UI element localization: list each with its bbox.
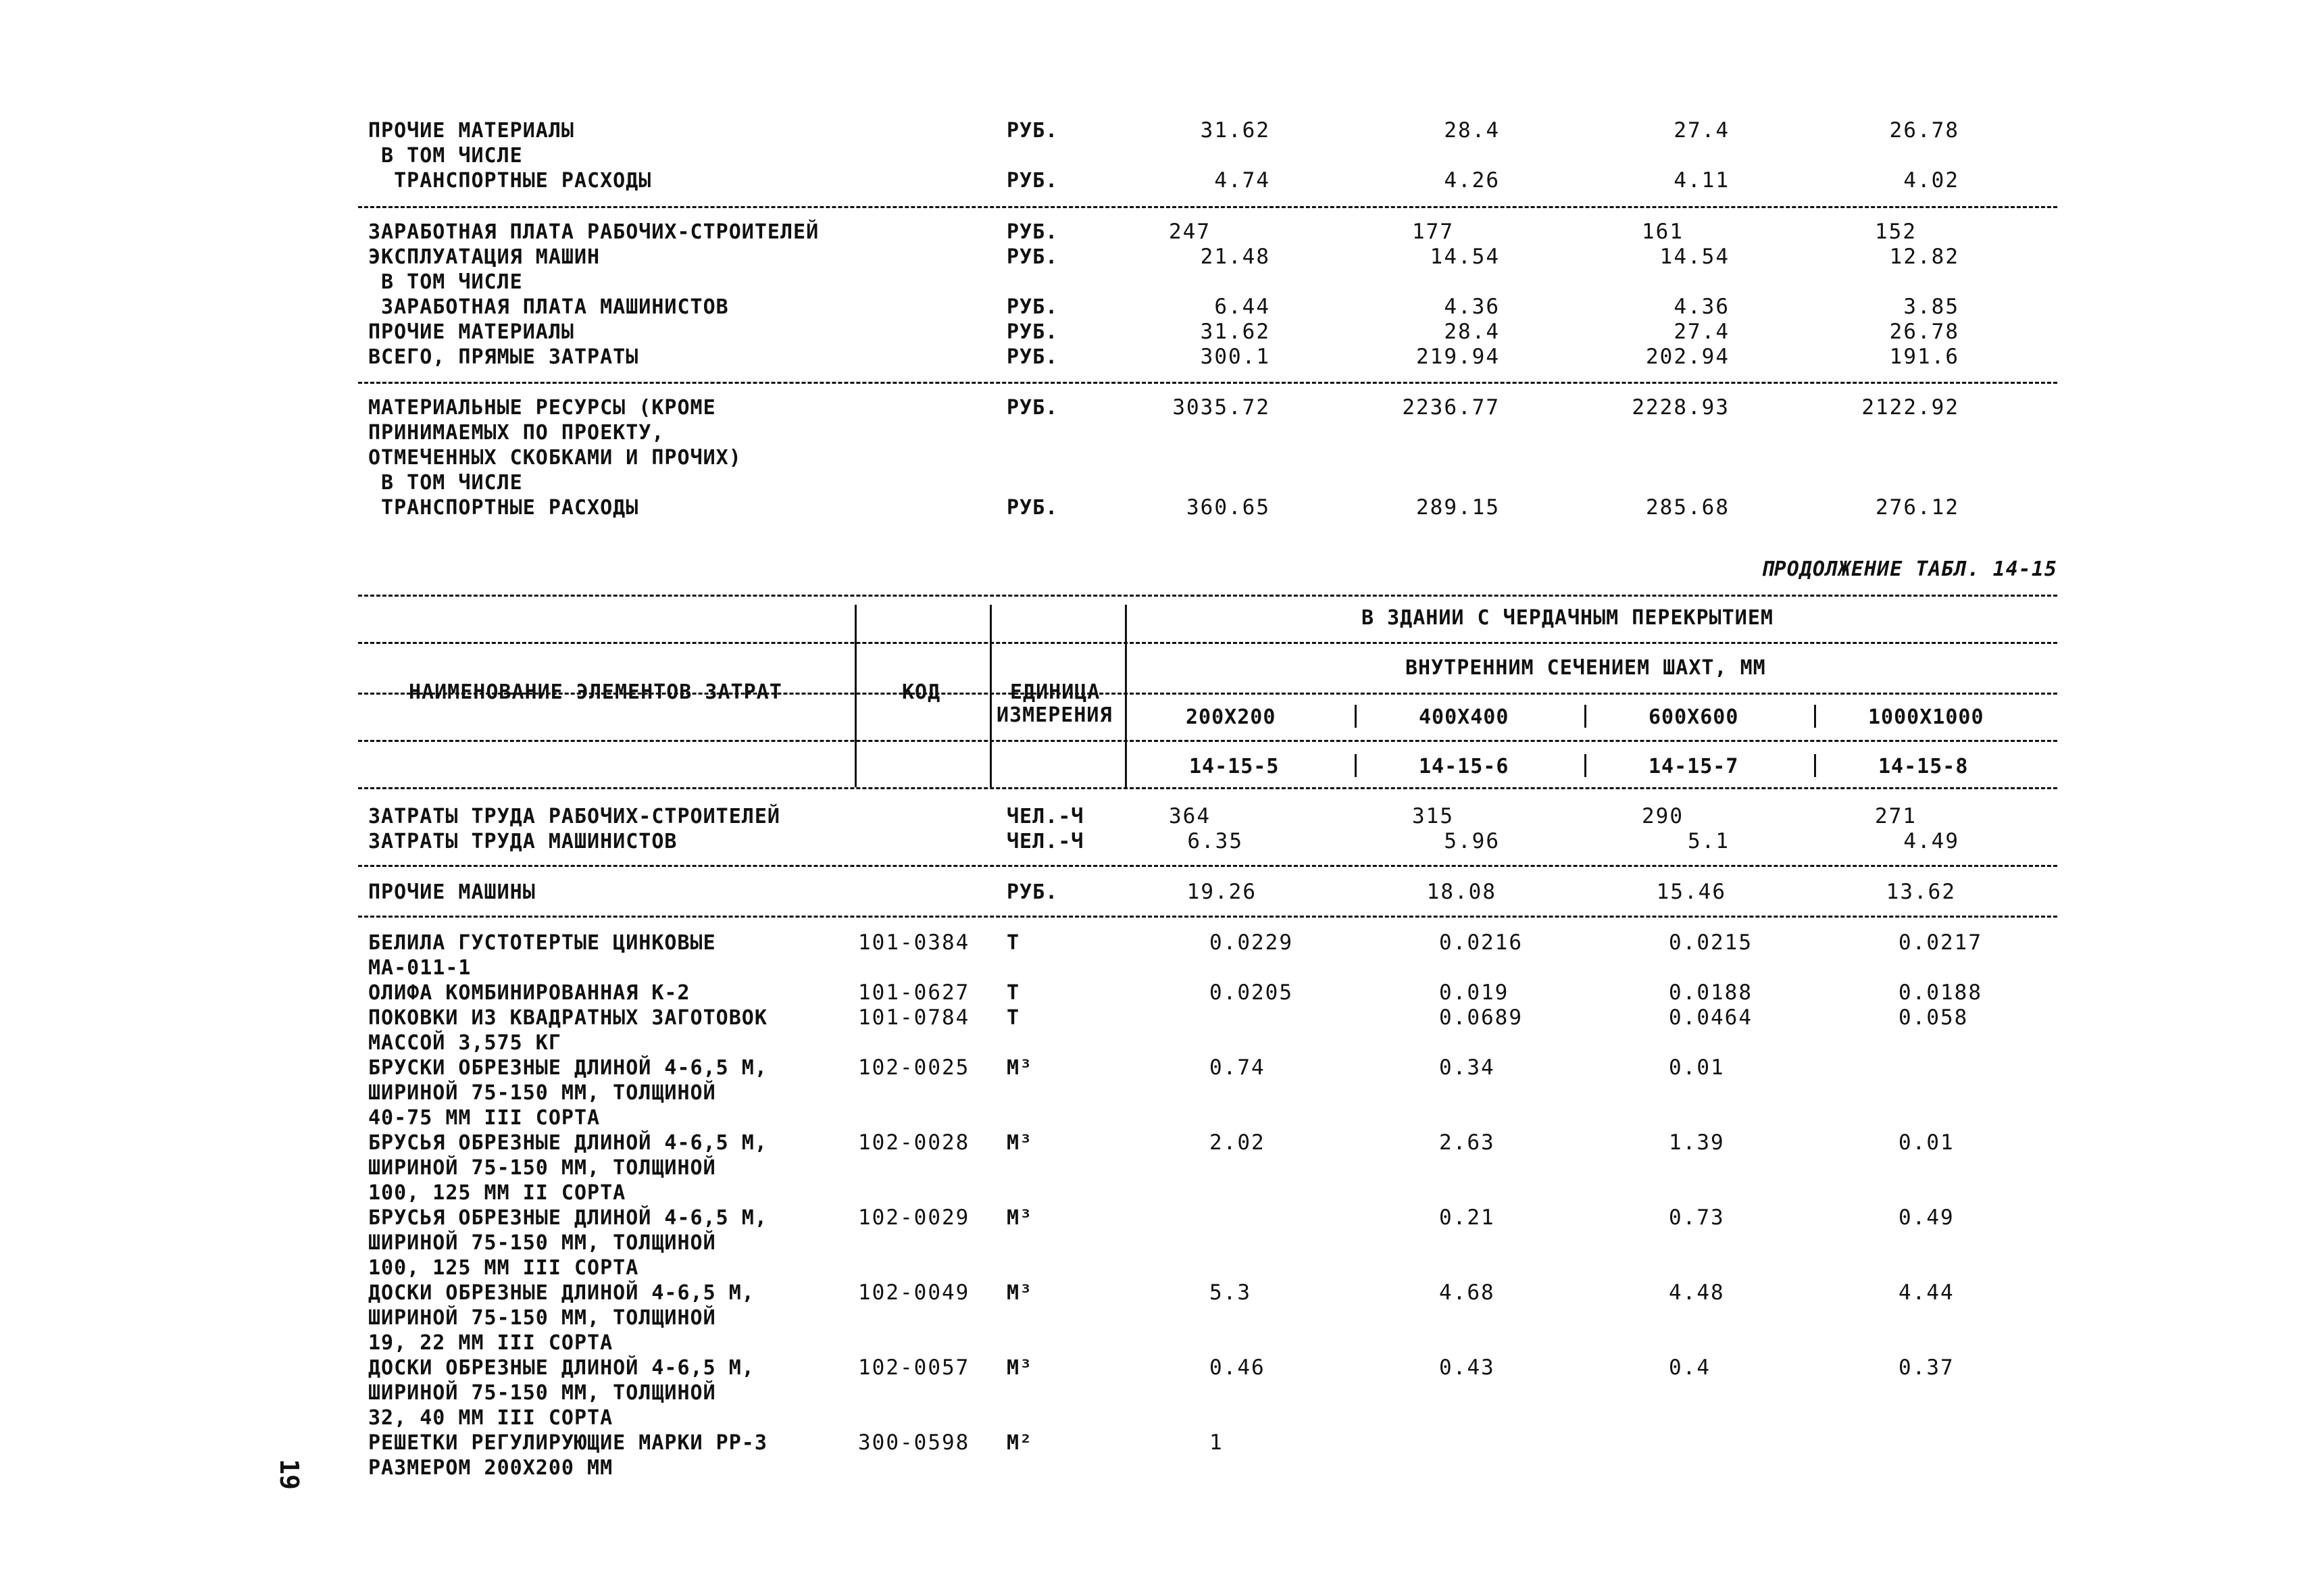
material-unit: М³	[1007, 1281, 1033, 1305]
material-name: ШИРИНОЙ 75-150 ММ, ТОЛЩИНОЙ	[368, 1381, 716, 1405]
row-label: ЭКСПЛУАТАЦИЯ МАШИН	[368, 245, 601, 269]
material-value: 0.74	[1209, 1055, 1265, 1080]
material-value: 0.4	[1669, 1355, 1711, 1380]
row-value: 4.36	[1444, 295, 1500, 319]
material-name: ШИРИНОЙ 75-150 ММ, ТОЛЩИНОЙ	[368, 1156, 716, 1180]
material-code: 101-0784	[858, 1005, 970, 1030]
material-value: 2.02	[1209, 1130, 1265, 1155]
row-value: 14.54	[1430, 245, 1500, 269]
row-value: 4.26	[1444, 168, 1500, 193]
material-unit: М³	[1007, 1131, 1033, 1155]
material-value: 1.39	[1669, 1130, 1725, 1155]
row-value: 28.4	[1444, 320, 1500, 344]
material-value: 0.01	[1898, 1130, 1955, 1155]
dashed-rule	[358, 787, 2057, 789]
row-value: 285.68	[1646, 495, 1730, 520]
material-value: 0.0205	[1209, 980, 1293, 1005]
row-unit: РУБ.	[1007, 169, 1059, 193]
row-label: В ТОМ ЧИСЛЕ	[368, 471, 523, 495]
row-unit: РУБ.	[1007, 119, 1059, 143]
row-label: В ТОМ ЧИСЛЕ	[368, 270, 523, 294]
material-value: 4.48	[1669, 1280, 1725, 1305]
row-value: 31.62	[1200, 118, 1270, 143]
row-unit: РУБ.	[1007, 345, 1059, 369]
material-value: 0.43	[1439, 1355, 1495, 1380]
row-label: ПРОЧИЕ МАШИНЫ	[368, 880, 536, 904]
column-separator	[1355, 705, 1357, 728]
row-value: 6.44	[1214, 295, 1270, 319]
row-unit: РУБ.	[1007, 396, 1059, 420]
row-value: 161	[1642, 220, 1684, 244]
row-value: 12.82	[1889, 245, 1959, 269]
material-unit: М²	[1007, 1431, 1033, 1455]
material-unit: Т	[1007, 1006, 1020, 1030]
header-col-name: НАИМЕНОВАНИЕ ЭЛЕМЕНТОВ ЗАТРАТ	[409, 680, 782, 704]
material-name: ШИРИНОЙ 75-150 ММ, ТОЛЩИНОЙ	[368, 1306, 716, 1330]
material-value: 0.34	[1439, 1055, 1495, 1080]
material-name: РЕШЕТКИ РЕГУЛИРУЮЩИЕ МАРКИ РР-3	[368, 1431, 768, 1455]
material-name: РАЗМЕРОМ 200Х200 ММ	[368, 1456, 613, 1480]
row-label: ПРОЧИЕ МАТЕРИАЛЫ	[368, 119, 574, 143]
row-value: 219.94	[1416, 345, 1500, 369]
row-value: 19.26	[1186, 880, 1257, 904]
row-value: 271	[1875, 804, 1917, 828]
row-label: ЗАРАБОТНАЯ ПЛАТА МАШИНИСТОВ	[368, 295, 729, 319]
row-value: 2122.92	[1861, 395, 1959, 420]
row-value: 14.54	[1659, 245, 1730, 269]
row-unit: РУБ.	[1007, 245, 1059, 269]
row-value: 26.78	[1889, 320, 1959, 344]
material-value: 0.0188	[1898, 980, 1982, 1005]
material-name: ДОСКИ ОБРЕЗНЫЕ ДЛИНОЙ 4-6,5 М,	[368, 1356, 755, 1380]
material-value: 0.46	[1209, 1355, 1265, 1380]
header-col-unit: ЕДИНИЦА	[1010, 680, 1101, 704]
row-label: ТРАНСПОРТНЫЕ РАСХОДЫ	[368, 169, 652, 193]
header-col-unit: ИЗМЕРЕНИЯ	[997, 703, 1113, 727]
material-value: 0.0464	[1669, 1005, 1753, 1030]
column-separator	[1355, 754, 1357, 777]
row-value: 300.1	[1200, 345, 1270, 369]
column-separator	[1814, 754, 1816, 777]
row-value: 3035.72	[1172, 395, 1270, 420]
dashed-rule	[358, 206, 2057, 208]
material-value: 0.21	[1439, 1205, 1495, 1230]
material-name: 40-75 ММ III СОРТА	[368, 1106, 601, 1130]
header-code: 14-15-5	[1189, 755, 1280, 778]
material-code: 101-0627	[858, 980, 970, 1005]
material-unit: Т	[1007, 981, 1020, 1005]
material-value: 1	[1209, 1430, 1224, 1455]
column-separator	[1814, 705, 1816, 728]
row-label: ЗАТРАТЫ ТРУДА РАБОЧИХ-СТРОИТЕЛЕЙ	[368, 805, 780, 828]
material-value: 0.0217	[1898, 930, 1982, 955]
row-unit: РУБ.	[1007, 880, 1059, 904]
material-value: 0.0215	[1669, 930, 1753, 955]
row-label: ПРОЧИЕ МАТЕРИАЛЫ	[368, 320, 574, 344]
material-unit: М³	[1007, 1206, 1033, 1230]
material-name: 32, 40 ММ III СОРТА	[368, 1406, 613, 1430]
material-name: МА-011-1	[368, 956, 472, 980]
material-code: 300-0598	[858, 1430, 970, 1455]
row-label: ПРИНИМАЕМЫХ ПО ПРОЕКТУ,	[368, 421, 665, 445]
column-separator	[1125, 605, 1127, 787]
material-value: 0.73	[1669, 1205, 1725, 1230]
row-label: ЗАТРАТЫ ТРУДА МАШИНИСТОВ	[368, 830, 678, 853]
header-code: 14-15-6	[1419, 755, 1509, 778]
header-size: 600Х600	[1649, 705, 1739, 729]
column-separator	[1584, 705, 1586, 728]
material-unit: М³	[1007, 1356, 1033, 1380]
material-value: 0.0689	[1439, 1005, 1523, 1030]
row-value: 27.4	[1674, 118, 1730, 143]
row-value: 15.46	[1656, 880, 1726, 904]
row-value: 6.35	[1187, 829, 1243, 853]
row-value: 26.78	[1889, 118, 1959, 143]
header-col-code: КОД	[902, 680, 941, 704]
material-value: 4.44	[1898, 1280, 1955, 1305]
column-separator	[1584, 754, 1586, 777]
material-name: 19, 22 ММ III СОРТА	[368, 1331, 613, 1355]
material-value: 0.019	[1439, 980, 1509, 1005]
material-name: ШИРИНОЙ 75-150 ММ, ТОЛЩИНОЙ	[368, 1231, 716, 1255]
material-code: 102-0028	[858, 1130, 970, 1155]
row-value: 13.62	[1886, 880, 1956, 904]
material-name: БРУСЬЯ ОБРЕЗНЫЕ ДЛИНОЙ 4-6,5 М,	[368, 1206, 768, 1230]
dashed-rule	[358, 642, 2057, 644]
header-subgroup-title: ВНУТРЕННИМ СЕЧЕНИЕМ ШАХТ, ММ	[1405, 656, 1766, 680]
row-value: 31.62	[1200, 320, 1270, 344]
material-value: 0.058	[1898, 1005, 1969, 1030]
material-value: 5.3	[1209, 1280, 1251, 1305]
row-value: 2236.77	[1402, 395, 1500, 420]
material-code: 101-0384	[858, 930, 970, 955]
row-value: 27.4	[1674, 320, 1730, 344]
column-separator	[855, 605, 857, 787]
row-value: 360.65	[1186, 495, 1270, 520]
row-value: 315	[1412, 804, 1454, 828]
continuation-label: ПРОДОЛЖЕНИЕ ТАБЛ. 14-15	[1761, 557, 2057, 581]
row-value: 4.02	[1903, 168, 1959, 193]
material-name: МАССОЙ 3,575 КГ	[368, 1031, 561, 1055]
dashed-rule	[358, 865, 2057, 867]
row-value: 191.6	[1889, 345, 1959, 369]
row-value: 4.36	[1674, 295, 1730, 319]
row-value: 18.08	[1426, 880, 1496, 904]
row-value: 4.11	[1674, 168, 1730, 193]
material-name: 100, 125 ММ III СОРТА	[368, 1256, 639, 1280]
row-unit: ЧЕЛ.-Ч	[1007, 830, 1084, 853]
row-value: 4.74	[1214, 168, 1270, 193]
header-group-title: В ЗДАНИИ С ЧЕРДАЧНЫМ ПЕРЕКРЫТИЕМ	[1361, 606, 1774, 630]
material-code: 102-0057	[858, 1355, 970, 1380]
row-value: 290	[1642, 804, 1684, 828]
dashed-rule	[358, 595, 2057, 597]
row-unit: РУБ.	[1007, 320, 1059, 344]
material-value: 0.01	[1669, 1055, 1725, 1080]
material-value: 2.63	[1439, 1130, 1495, 1155]
row-label: В ТОМ ЧИСЛЕ	[368, 144, 523, 168]
material-unit: Т	[1007, 931, 1020, 955]
material-code: 102-0025	[858, 1055, 970, 1080]
material-name: БРУСЬЯ ОБРЕЗНЫЕ ДЛИНОЙ 4-6,5 М,	[368, 1131, 768, 1155]
header-size: 1000Х1000	[1868, 705, 1984, 729]
row-value: 4.49	[1903, 829, 1959, 853]
row-value: 5.96	[1444, 829, 1500, 853]
page-number: 19	[274, 1459, 304, 1490]
row-value: 202.94	[1646, 345, 1730, 369]
material-name: ШИРИНОЙ 75-150 ММ, ТОЛЩИНОЙ	[368, 1081, 716, 1105]
row-value: 3.85	[1903, 295, 1959, 319]
row-value: 28.4	[1444, 118, 1500, 143]
material-name: БЕЛИЛА ГУСТОТЕРТЫЕ ЦИНКОВЫЕ	[368, 931, 716, 955]
row-label: МАТЕРИАЛЬНЫЕ РЕСУРСЫ (КРОМЕ	[368, 396, 716, 420]
row-unit: РУБ.	[1007, 496, 1059, 520]
row-value: 177	[1412, 220, 1454, 244]
row-value: 21.48	[1200, 245, 1270, 269]
row-label: ТРАНСПОРТНЫЕ РАСХОДЫ	[368, 496, 639, 520]
row-value: 364	[1169, 804, 1211, 828]
material-value: 0.0216	[1439, 930, 1523, 955]
dashed-rule	[358, 740, 2057, 742]
row-label: ЗАРАБОТНАЯ ПЛАТА РАБОЧИХ-СТРОИТЕЛЕЙ	[368, 220, 820, 244]
row-value: 5.1	[1688, 829, 1730, 853]
header-code: 14-15-7	[1649, 755, 1739, 778]
row-unit: РУБ.	[1007, 295, 1059, 319]
material-name: ДОСКИ ОБРЕЗНЫЕ ДЛИНОЙ 4-6,5 М,	[368, 1281, 755, 1305]
material-name: БРУСКИ ОБРЕЗНЫЕ ДЛИНОЙ 4-6,5 М,	[368, 1056, 768, 1080]
material-value: 0.0229	[1209, 930, 1293, 955]
header-code: 14-15-8	[1878, 755, 1969, 778]
material-name: ПОКОВКИ ИЗ КВАДРАТНЫХ ЗАГОТОВОК	[368, 1006, 768, 1030]
material-value: 0.37	[1898, 1355, 1955, 1380]
row-value: 289.15	[1416, 495, 1500, 520]
material-code: 102-0029	[858, 1205, 970, 1230]
column-separator	[990, 605, 992, 787]
material-name: ОЛИФА КОМБИНИРОВАННАЯ К-2	[368, 981, 690, 1005]
row-label: ВСЕГО, ПРЯМЫЕ ЗАТРАТЫ	[368, 345, 639, 369]
material-value: 0.0188	[1669, 980, 1753, 1005]
material-name: 100, 125 ММ II СОРТА	[368, 1181, 626, 1205]
row-unit: РУБ.	[1007, 220, 1059, 244]
row-value: 152	[1875, 220, 1917, 244]
material-unit: М³	[1007, 1056, 1033, 1080]
row-label: ОТМЕЧЕННЫХ СКОБКАМИ И ПРОЧИХ)	[368, 446, 742, 470]
header-size: 200Х200	[1186, 705, 1276, 729]
row-value: 247	[1169, 220, 1211, 244]
row-value: 2228.93	[1632, 395, 1730, 420]
header-size: 400Х400	[1419, 705, 1509, 729]
material-value: 4.68	[1439, 1280, 1495, 1305]
dashed-rule	[358, 382, 2057, 384]
material-code: 102-0049	[858, 1280, 970, 1305]
row-unit: ЧЕЛ.-Ч	[1007, 805, 1084, 828]
dashed-rule	[358, 916, 2057, 918]
material-value: 0.49	[1898, 1205, 1955, 1230]
row-value: 276.12	[1876, 495, 1959, 520]
